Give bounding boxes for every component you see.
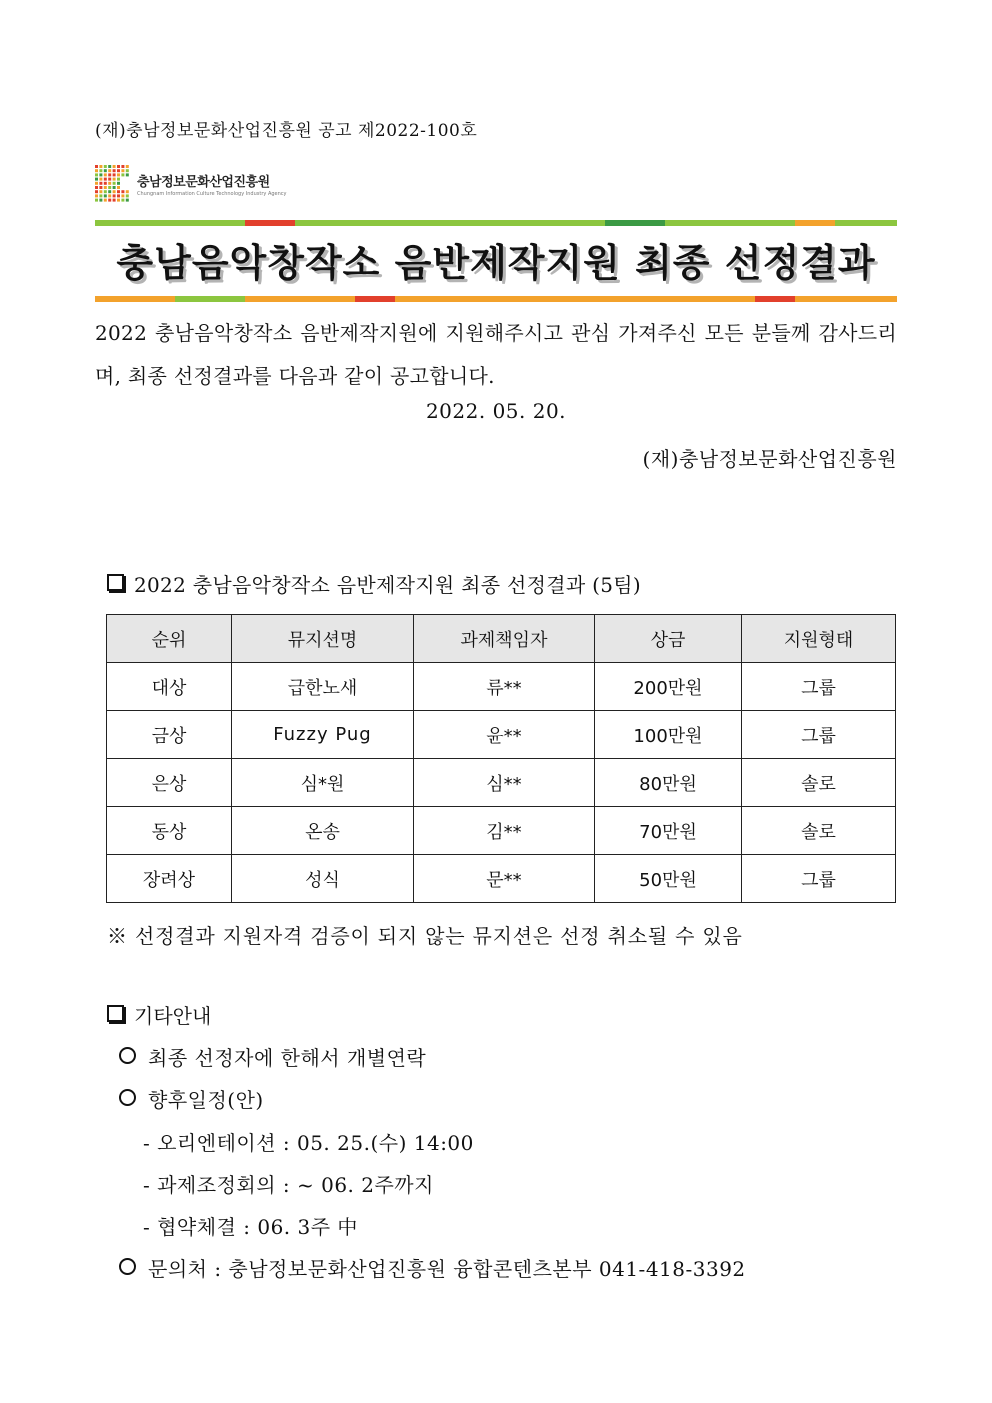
circle-bullet-icon (119, 1258, 136, 1275)
col-header-musician: 뮤지션명 (232, 615, 414, 663)
bullet-contact-notice (119, 1042, 426, 1071)
col-header-manager: 과제책임자 (414, 615, 595, 663)
cell-prize: 50만원 (595, 855, 742, 903)
issuing-organization: (재)충남정보문화산업진흥원 (642, 447, 897, 471)
table-row (107, 807, 896, 855)
cell-musician: 성식 (232, 855, 414, 903)
schedule-item: - 과제조정회의 : ~ 06. 2주까지 (143, 1173, 434, 1197)
results-table (106, 614, 896, 903)
agency-logo (95, 165, 355, 207)
cell-manager: 심** (414, 759, 595, 807)
notice-date: 2022. 05. 20. (425, 399, 567, 423)
cell-musician: 급한노새 (232, 663, 414, 711)
results-heading-text: 2022 충남음악창작소 음반제작지원 최종 선정결과 (5팀) (134, 573, 642, 597)
other-info-heading-text: 기타안내 (134, 1004, 212, 1028)
cell-type: 그룹 (742, 711, 896, 759)
bullet-text: 문의처 : 충남정보문화산업진흥원 융합콘텐츠본부 041-418-3392 (148, 1257, 746, 1281)
logo-name-en: Chungnam Information Culture Technology Industry Agency (137, 191, 287, 197)
cell-type: 그룹 (742, 855, 896, 903)
checkbox-square-icon (107, 1005, 124, 1022)
bullet-schedule (119, 1084, 264, 1113)
cell-rank: 대상 (107, 663, 232, 711)
selection-note: ※ 선정결과 지원자격 검증이 되지 않는 뮤지션은 선정 취소될 수 있음 (107, 924, 743, 948)
cell-manager: 문** (414, 855, 595, 903)
circle-bullet-icon (119, 1089, 136, 1106)
title-bottom-bar (95, 296, 897, 302)
table-row (107, 855, 896, 903)
cell-rank: 금상 (107, 711, 232, 759)
other-info-heading (107, 1000, 211, 1029)
bullet-inquiry (119, 1253, 746, 1282)
circle-bullet-icon (119, 1047, 136, 1064)
cell-manager: 윤** (414, 711, 595, 759)
logo-name-ko: 충남정보문화산업진흥원 (137, 175, 270, 190)
col-header-type: 지원형태 (742, 615, 896, 663)
cell-type: 그룹 (742, 663, 896, 711)
logo-dot-grid-icon (95, 165, 131, 203)
table-row (107, 663, 896, 711)
cell-musician: 심*원 (232, 759, 414, 807)
table-row (107, 759, 896, 807)
cell-rank: 장려상 (107, 855, 232, 903)
col-header-prize: 상금 (595, 615, 742, 663)
schedule-item: - 협약체결 : 06. 3주 中 (143, 1215, 358, 1239)
cell-prize: 80만원 (595, 759, 742, 807)
schedule-item: - 오리엔테이션 : 05. 25.(수) 14:00 (143, 1131, 474, 1155)
intro-paragraph: 2022 충남음악창작소 음반제작지원에 지원해주시고 관심 가져주신 모든 분들께 감사드리며, 최종 선정결과를 다음과 같이 공고합니다. (95, 321, 897, 388)
cell-musician: Fuzzy Pug (232, 711, 414, 759)
notice-number: (재)충남정보문화산업진흥원 공고 제2022-100호 (95, 121, 478, 141)
checkbox-square-icon (107, 574, 124, 591)
cell-prize: 100만원 (595, 711, 742, 759)
table-header-row (107, 615, 896, 663)
col-header-rank: 순위 (107, 615, 232, 663)
cell-manager: 김** (414, 807, 595, 855)
bullet-text: 향후일정(안) (148, 1088, 264, 1112)
table-row (107, 711, 896, 759)
results-heading (107, 569, 641, 598)
cell-type: 솔로 (742, 759, 896, 807)
page-title: 충남음악창작소 음반제작지원 최종 선정결과 (116, 241, 876, 285)
title-top-bar (95, 220, 897, 226)
cell-manager: 류** (414, 663, 595, 711)
cell-musician: 온송 (232, 807, 414, 855)
cell-prize: 200만원 (595, 663, 742, 711)
cell-rank: 동상 (107, 807, 232, 855)
bullet-text: 최종 선정자에 한해서 개별연락 (148, 1046, 427, 1070)
cell-type: 솔로 (742, 807, 896, 855)
cell-prize: 70만원 (595, 807, 742, 855)
cell-rank: 은상 (107, 759, 232, 807)
